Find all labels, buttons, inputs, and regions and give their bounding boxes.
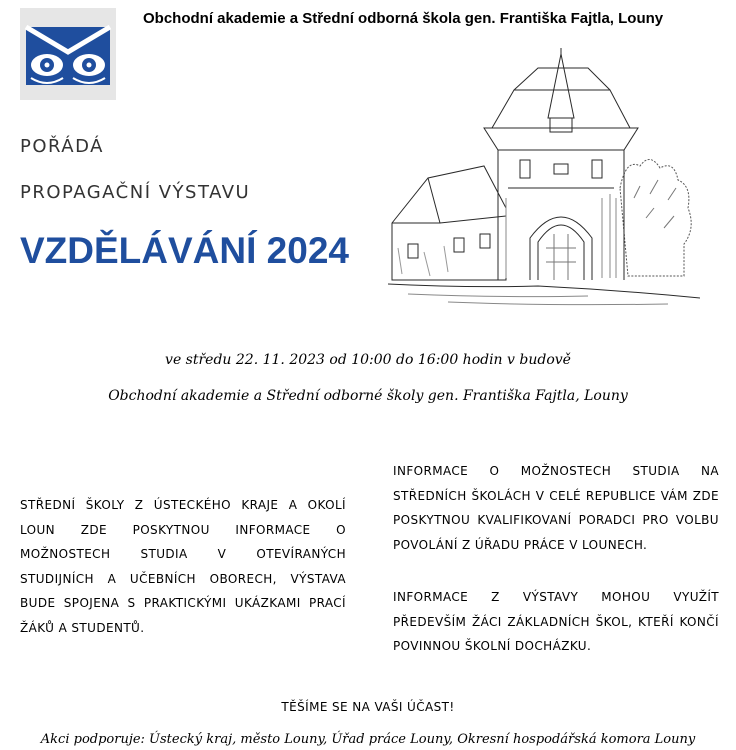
advisors-info-paragraph: INFORMACE O MOŽNOSTECH STUDIA NA STŘEDNÍCH ŠKOLÁCH V CELÉ REPUBLICE VÁM ZDE POSKYTNOU KVALIFIKOVANÍ PORADCI PRO VOLBU POVOLÁNÍ Z ÚŘADU PRÁCE V LOUNECH. bbox=[393, 464, 719, 552]
school-name-heading: Obchodní akademie a Střední odborná škola gen. Františka Fajtla, Louny bbox=[143, 10, 664, 27]
organizes-label: POŘÁDÁ bbox=[20, 136, 104, 157]
event-place-line: Obchodní akademie a Střední odborné školy gen. Františka Fajtla, Louny bbox=[108, 388, 628, 404]
castle-gate-drawing-icon bbox=[388, 48, 700, 308]
school-eyes-logo-icon bbox=[20, 8, 116, 100]
event-date-line: ve středu 22. 11. 2023 od 10:00 do 16:00 hodin v budově bbox=[165, 352, 571, 368]
schools-info-paragraph: STŘEDNÍ ŠKOLY Z ÚSTECKÉHO KRAJE A OKOLÍ LOUN ZDE POSKYTNOU INFORMACE O MOŽNOSTECH STUDIA V OTEVÍRANÝCH STUDIJNÍCH A UČEBNÍCH OBORECH, VÝSTAVA BUDE SPOJENA S PRAKTICKÝMI UKÁZKAMI PRACÍ ŽÁKŮ A STUDENTŮ. bbox=[20, 498, 346, 635]
sponsors-line: Akci podporuje: Ústecký kraj, město Louny, Úřad práce Louny, Okresní hospodářská komora Louny bbox=[40, 732, 696, 747]
event-title: VZDĚLÁVÁNÍ 2024 bbox=[20, 230, 349, 271]
closing-line: TĚŠÍME SE NA VAŠI ÚČAST! bbox=[281, 700, 455, 714]
audience-info-paragraph: INFORMACE Z VÝSTAVY MOHOU VYUŽÍT PŘEDEVŠÍM ŽÁCI ZÁKLADNÍCH ŠKOL, KTEŘÍ KONČÍ POVINNOU ŠKOLNÍ DOCHÁZKU. bbox=[393, 590, 719, 653]
exhibition-label: PROPAGAČNÍ VÝSTAVU bbox=[20, 182, 251, 203]
